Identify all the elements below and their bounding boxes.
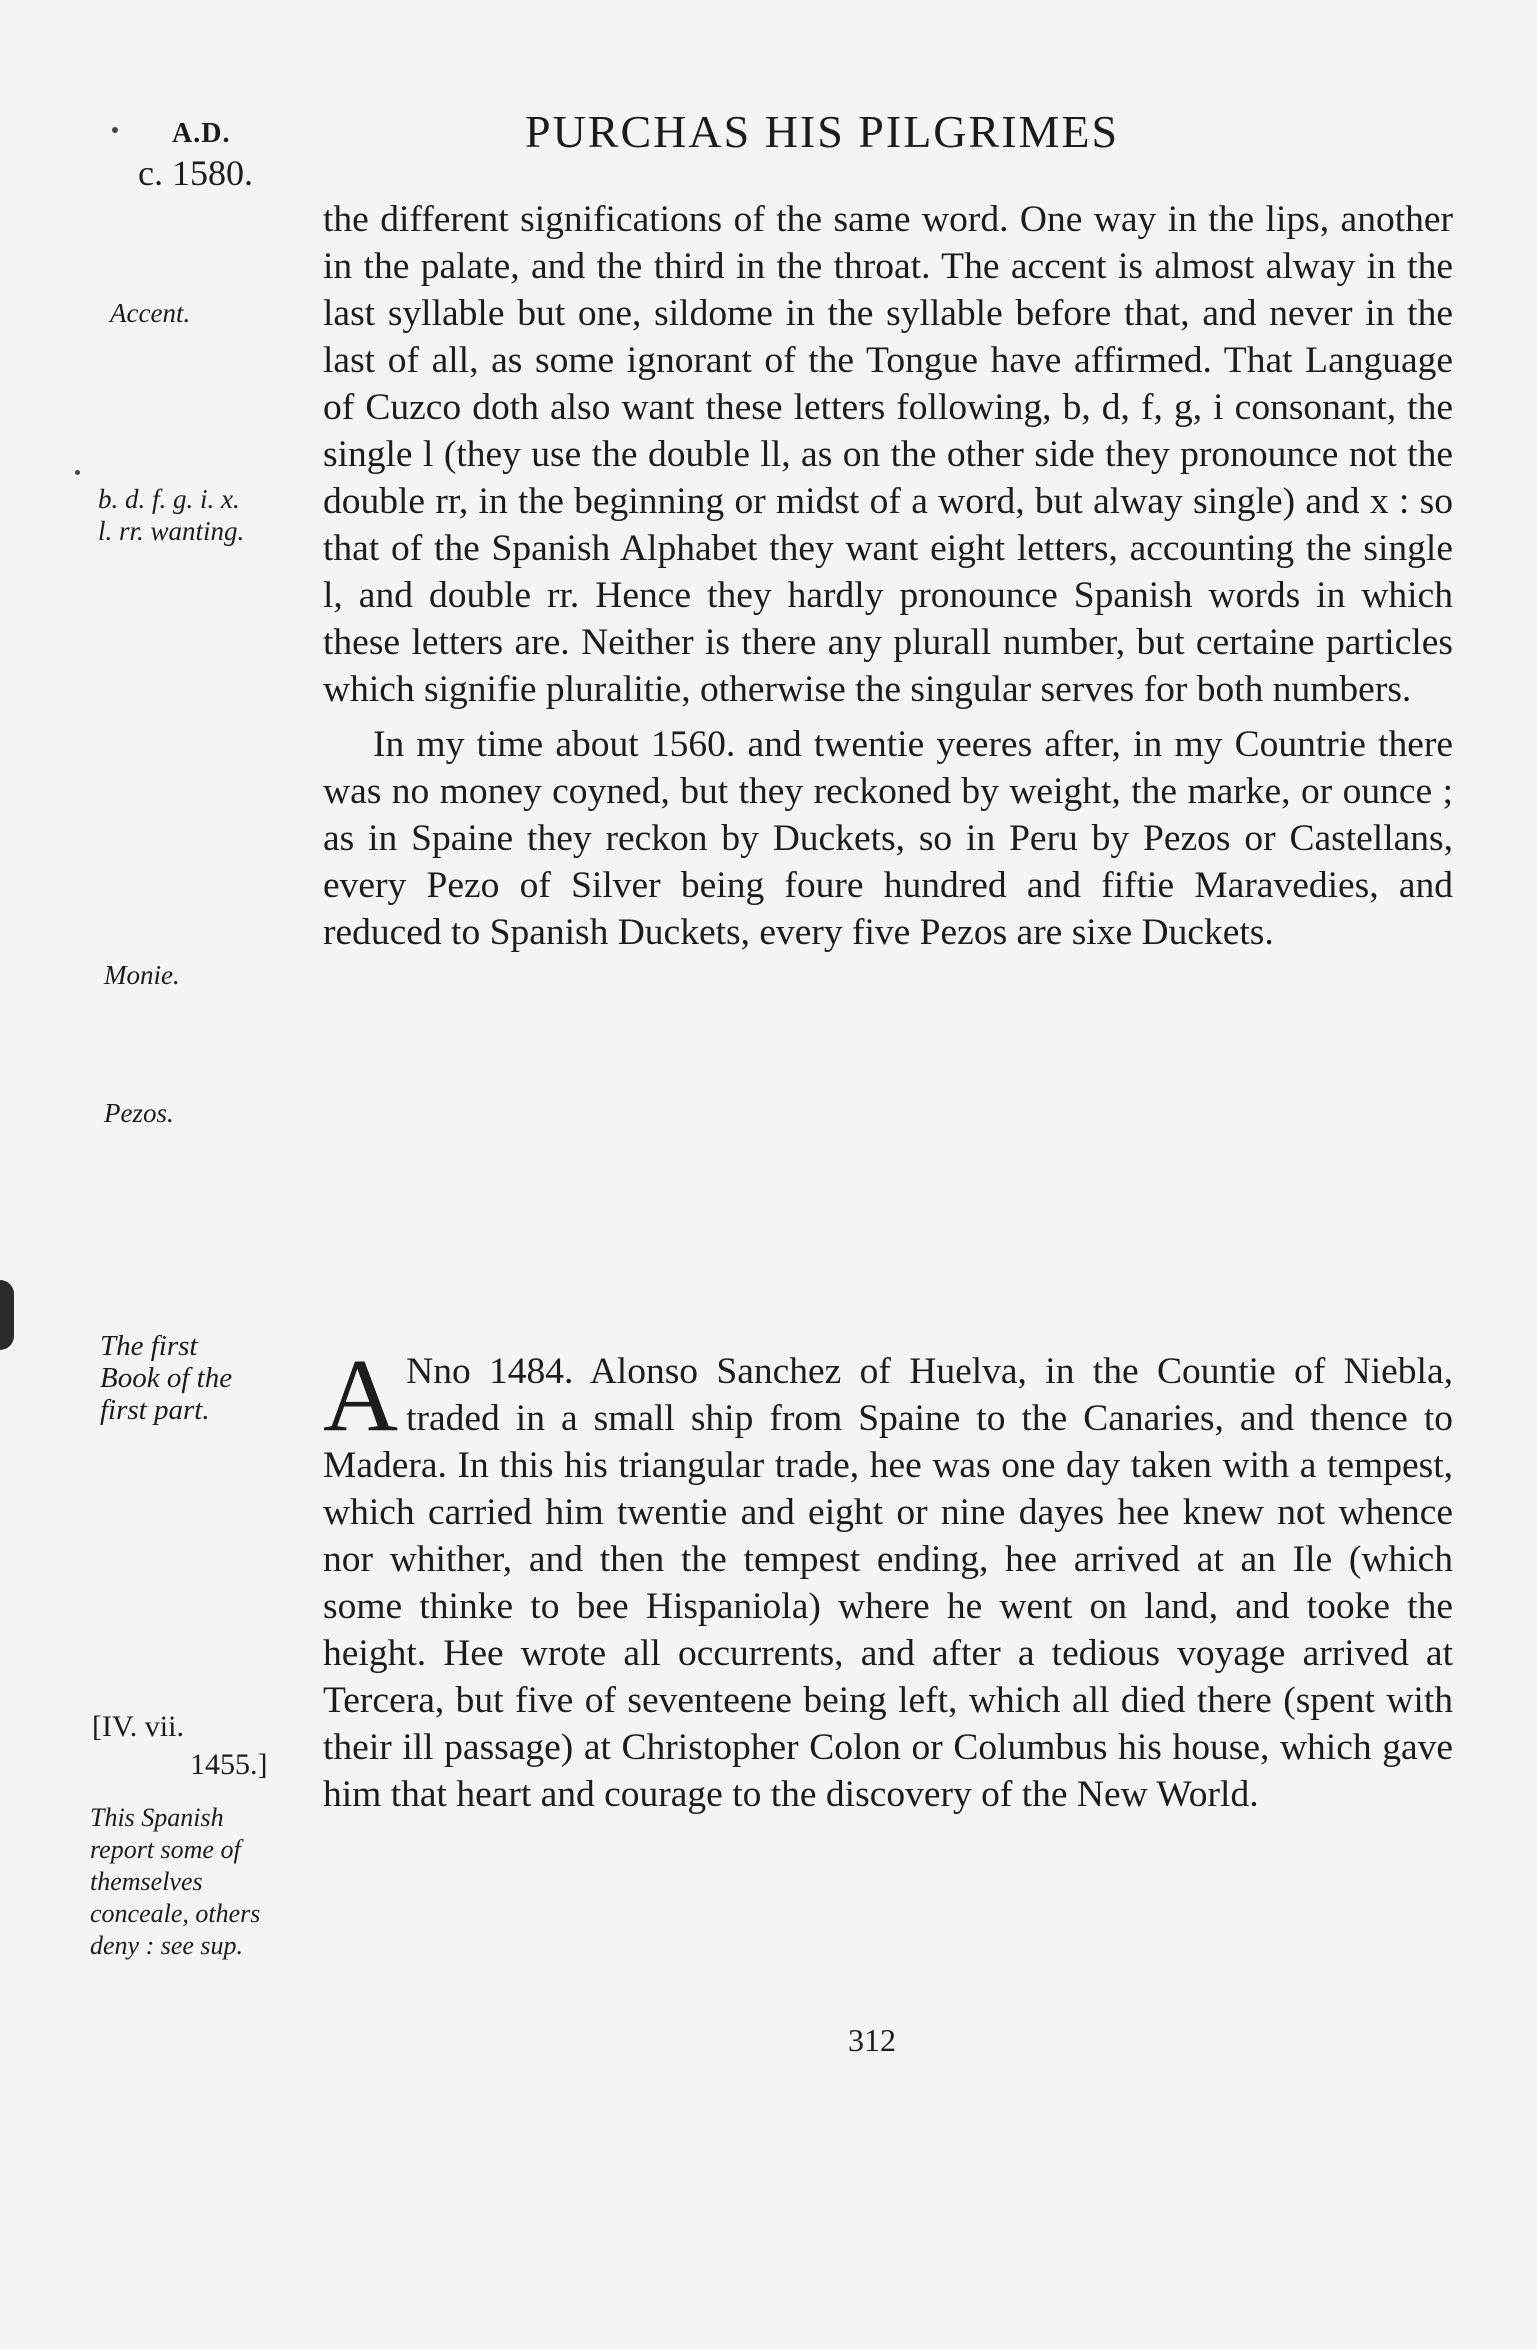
header-date: c. 1580.	[138, 153, 253, 193]
margin-note-letters-wanting-1: b. d. f. g. i. x.	[98, 484, 240, 514]
margin-note-monie: Monie.	[104, 960, 180, 990]
margin-ref-page: 1455.]	[190, 1748, 268, 1781]
paragraph-sanchez-text: Nno 1484. Alonso Sanchez of Huelva, in the Countie of Niebla, traded in a small ship from Spaine to the Canaries, and thence to Madera. In this his triangular trade, hee was one day taken with a tempest, which carried him twentie and eight or nine dayes hee knew not whence nor whither, and then the tempest ending, hee arrived at an Ile (which some thinke to bee Hispaniola) where he went on land, and tooke the height. Hee wrote all occurrents, and after a tedious voyage arrived at Tercera, but five of seventeene being left, which all died there (spent with their ill passage) at Christopher Colon or Columbus his house, which gave him that heart and courage to the discovery of the New World.	[323, 1351, 1453, 1815]
margin-note-first-book	[100, 1330, 232, 1426]
ink-speck	[75, 470, 80, 475]
drop-cap-initial: A	[323, 1338, 399, 1453]
margin-note-spanish-line: themselves	[90, 1867, 203, 1896]
page-edge-shadow	[0, 1280, 14, 1350]
body-text-lower	[323, 1338, 1453, 1818]
margin-note-first-book-line: Book of the	[100, 1362, 233, 1394]
margin-note-spanish-report	[90, 1802, 260, 1962]
margin-note-accent: Accent.	[110, 298, 191, 328]
margin-note-spanish-line: This Spanish	[90, 1803, 224, 1832]
margin-note-spanish-line: report some of	[90, 1835, 241, 1864]
margin-note-spanish-line: conceale, others	[90, 1899, 261, 1928]
running-title: PURCHAS HIS PILGRIMES	[525, 106, 1120, 157]
margin-note-spanish-line: deny : see sup.	[90, 1931, 244, 1960]
paragraph-language: the different significations of the same word. One way in the lips, another in the palate, and the third in the throat. The accent is almost alway in the last syllable but one, sildome in the syllable before that, and never in the last of all, as some ignorant of the Tongue have affirmed. That Language of Cuzco doth also want these letters following, b, d, f, g, i consonant, the single l (they use the double ll, as on the other side they pronounce not the double rr, in the beginning or midst of a word, but alway single) and x : so that of the Spanish Alphabet they want eight letters, accounting the single l, and double rr. Hence they hardly pronounce Spanish words in which these letters are. Neither is there any plurall number, but certaine particles which signifie pluralitie, otherwise the singular serves for both numbers.	[323, 199, 1453, 710]
page-number: 312	[848, 2022, 896, 2058]
paragraph-sanchez	[323, 1338, 1453, 1818]
ink-speck	[112, 127, 118, 133]
margin-ref-volume: [IV. vii.	[92, 1710, 184, 1743]
margin-note-first-book-line: first part.	[100, 1394, 210, 1426]
body-text-upper	[323, 196, 1453, 956]
paragraph-money: In my time about 1560. and twentie yeeres after, in my Countrie there was no money coyned, but they reckoned by weight, the marke, or ounce ; as in Spaine they reckon by Duckets, so in Peru by Pezos or Castellans, every Pezo of Silver being foure hundred and fiftie Maravedies, and reduced to Spanish Duckets, every five Pezos are sixe Duckets.	[323, 724, 1453, 953]
margin-note-pezos: Pezos.	[104, 1098, 174, 1128]
header-era: A.D.	[172, 118, 231, 149]
margin-note-letters-wanting-2: l. rr. wanting.	[98, 516, 245, 546]
margin-note-first-book-line: The first	[100, 1330, 198, 1362]
